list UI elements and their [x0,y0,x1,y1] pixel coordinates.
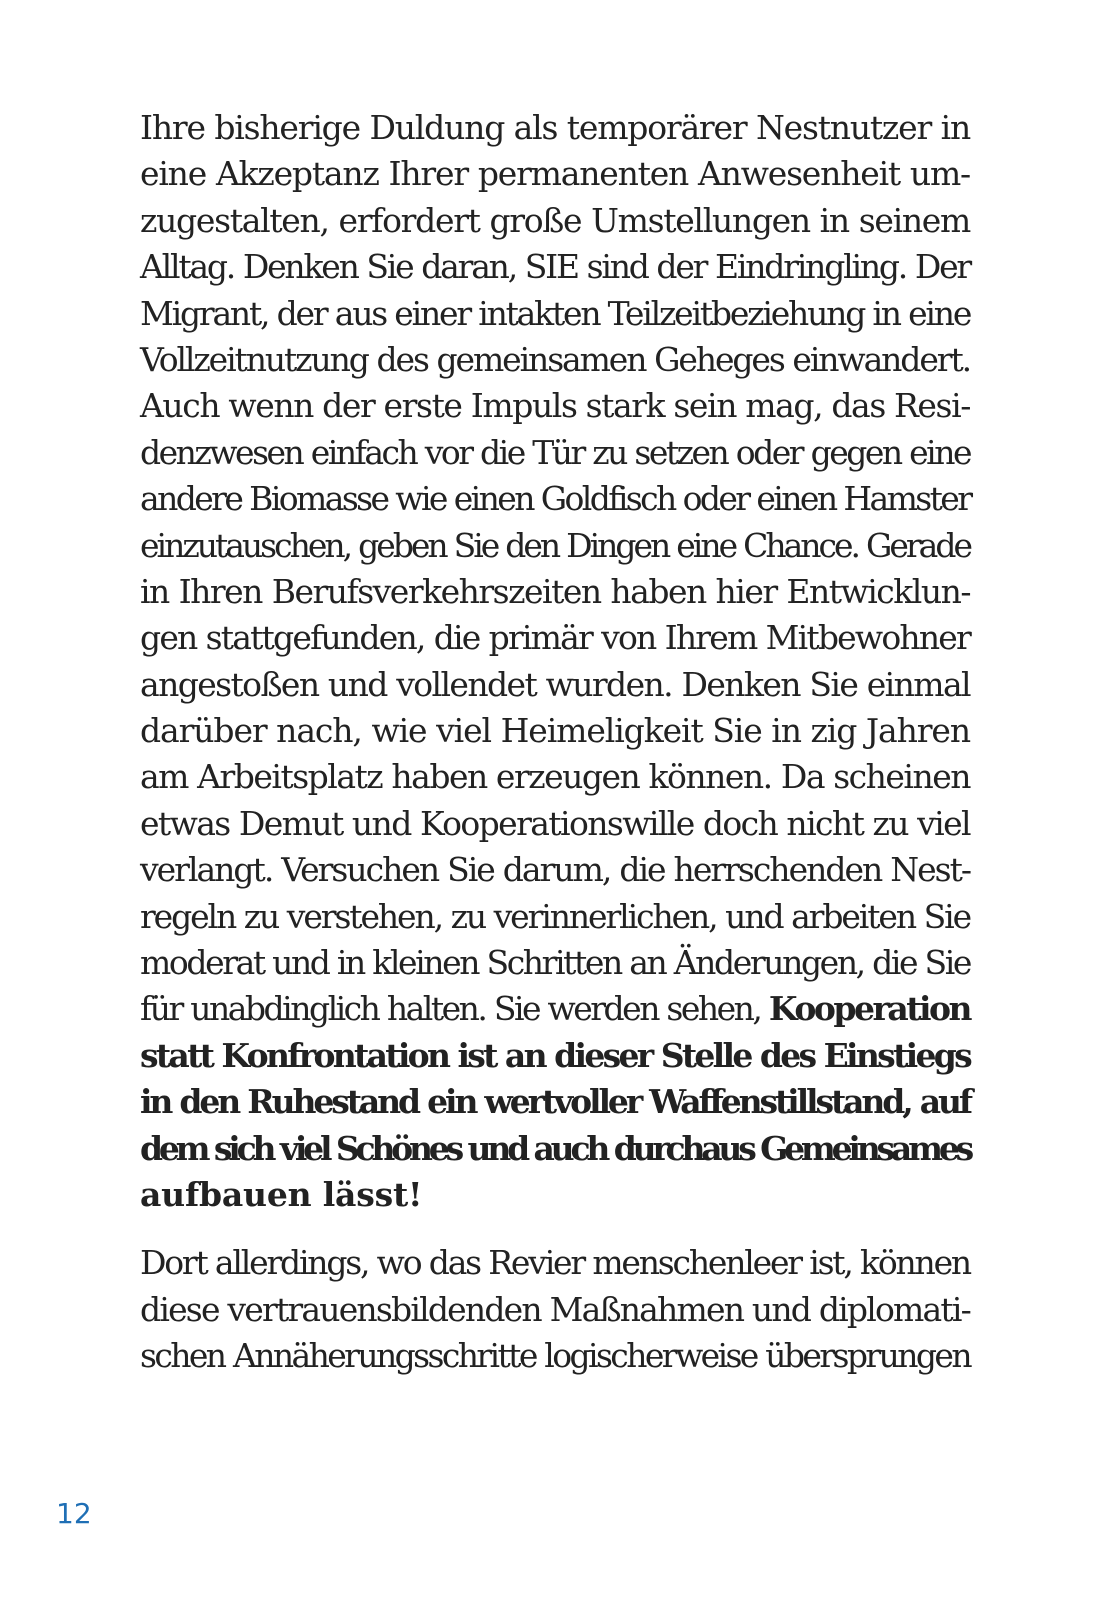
text-line: zugestalten, erfordert große Umstellungen in seinem [140,200,970,240]
text-line: Alltag. Denken Sie daran, SIE sind der Eindringling. Der [140,247,970,287]
bold-text-segment: Kooperation [768,989,970,1029]
bold-text-line: in den Ruhestand ein wertvoller Waffenstillstand, auf [140,1082,970,1122]
body-text [140,105,970,1380]
text-line: regeln zu verstehen, zu verinnerlichen, und arbeiten Sie [140,896,970,936]
text-line: Dort allerdings, wo das Revier menschenleer ist, können [140,1243,970,1283]
text-line: am Arbeitsplatz haben erzeugen können. Da scheinen [140,757,970,797]
text-line: Migrant, der aus einer intakten Teilzeitbeziehung in eine [140,293,971,333]
paragraph-gap [140,1218,970,1240]
paragraph-2 [140,1240,970,1379]
text-line: in Ihren Berufsverkehrszeiten haben hier Entwicklun- [140,571,970,611]
text-line: Auch wenn der erste Impuls stark sein mag, das Resi- [140,386,970,426]
text-line: Vollzeitnutzung des gemeinsamen Geheges einwandert. [140,339,970,379]
bold-text-line: statt Konfrontation ist an dieser Stelle des Einstiegs [140,1035,970,1075]
bold-text-line: dem sich viel Schönes und auch durchaus Gemeinsames [140,1128,970,1168]
text-line: denzwesen einfach vor die Tür zu setzen oder gegen eine [140,432,970,472]
text-line: eine Akzeptanz Ihrer permanenten Anwesenheit um- [140,154,970,194]
text-line: moderat und in kleinen Schritten an Änderungen, die Sie [140,943,970,983]
text-line-mixed [140,986,970,1032]
text-segment: für unabdinglich halten. Sie werden sehen, [140,989,769,1029]
text-line: schen Annäherungsschritte logischerweise übersprungen [140,1336,970,1376]
text-line: Ihre bisherige Duldung als temporärer Nestnutzer in [140,108,970,147]
bold-text-line: aufbauen lässt! [140,1174,423,1214]
text-line: darüber nach, wie viel Heimeligkeit Sie in zig Jahren [140,711,970,751]
text-line: verlangt. Versuchen Sie darum, die herrschenden Nest- [140,850,970,890]
text-line: diese vertrauensbildenden Maßnahmen und diplomati- [140,1289,970,1329]
text-line: angestoßen und vollendet wurden. Denken Sie einmal [140,664,970,704]
text-line: andere Biomasse wie einen Goldfisch oder einen Hamster [140,479,971,519]
paragraph-1 [140,105,970,1218]
page-number: 12 [56,1497,92,1530]
text-line: gen stattgefunden, die primär von Ihrem Mitbewohner [140,618,970,658]
text-line: etwas Demut und Kooperationswille doch nicht zu viel [140,803,970,843]
text-line: einzutauschen, geben Sie den Dingen eine Chance. Gerade [140,525,970,565]
